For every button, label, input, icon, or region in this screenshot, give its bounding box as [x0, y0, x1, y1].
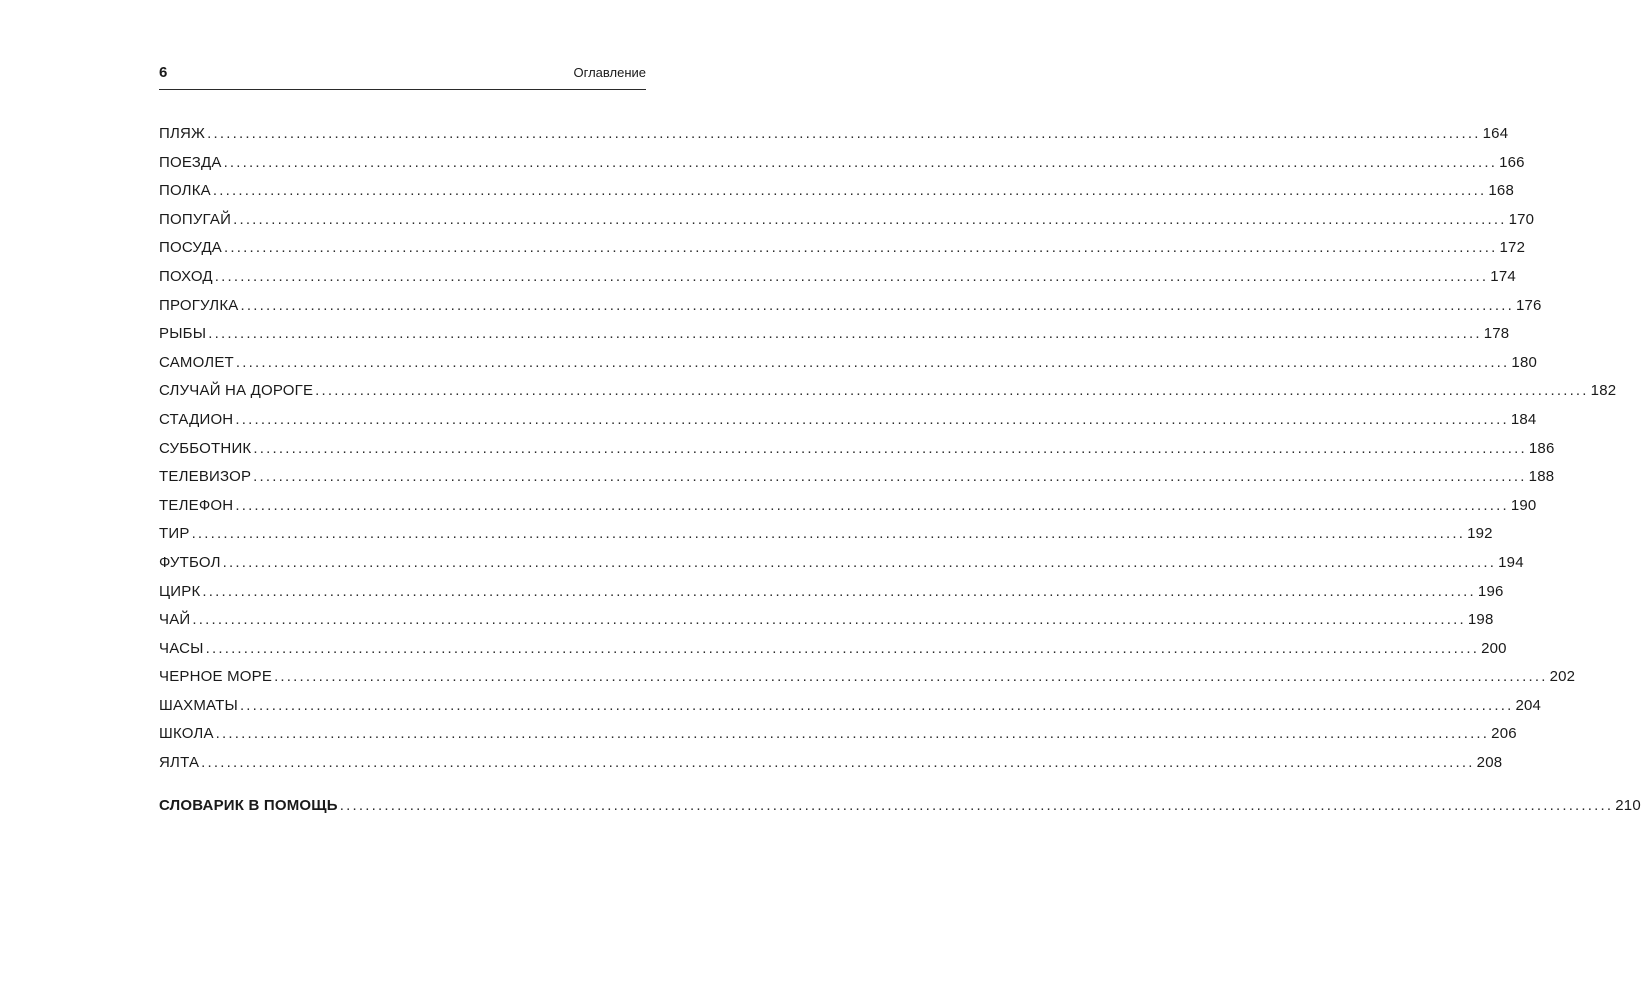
dot-leader: ........................................................................................................................................................................................................	[208, 325, 1482, 343]
toc-entry-title: ПОСУДА	[159, 239, 223, 257]
toc-entry-page: 184	[1510, 410, 1537, 428]
toc-entry-title: ШАХМАТЫ	[159, 696, 238, 714]
dot-leader: ........................................................................................................................................................................................................	[274, 668, 1548, 686]
toc-entry	[159, 492, 1537, 521]
toc-entry	[159, 177, 1515, 206]
toc-entry	[159, 206, 1535, 235]
toc-entry	[159, 463, 1555, 492]
toc-entry-title: САМОЛЕТ	[159, 353, 234, 371]
dot-leader: ........................................................................................................................................................................................................	[315, 382, 1589, 400]
toc-entry-page: 192	[1467, 525, 1493, 543]
toc-entry	[159, 377, 1617, 406]
toc-entry	[159, 349, 1538, 378]
toc-entry-title: ЧАЙ	[159, 611, 191, 629]
dot-leader: ........................................................................................................................................................................................................	[235, 353, 1510, 371]
dot-leader: ........................................................................................................................................................................................................	[223, 153, 1498, 171]
dot-leader: ........................................................................................................................................................................................................	[239, 696, 1514, 714]
toc-entry	[159, 578, 1504, 607]
toc-entry-page: 174	[1490, 267, 1516, 285]
toc-entry-page: 204	[1515, 696, 1542, 714]
toc-entry-page: 188	[1528, 468, 1555, 486]
toc-entry	[159, 234, 1526, 263]
section-title: Оглавление	[573, 65, 646, 80]
toc-entry-title: СТАДИОН	[159, 410, 234, 428]
dot-leader: ........................................................................................................................................................................................................	[215, 725, 1490, 743]
dot-leader: ........................................................................................................................................................................................................	[205, 639, 1480, 657]
toc-entry	[159, 406, 1537, 435]
dot-leader: ........................................................................................................................................................................................................	[222, 553, 1497, 571]
toc-entry	[159, 692, 1542, 721]
appendix-section	[159, 792, 1641, 821]
toc-entry-page: 172	[1499, 239, 1526, 257]
toc-entry-page: 178	[1483, 325, 1510, 343]
toc-entry-page: 198	[1467, 611, 1494, 629]
toc-entry-title: ПОЕЗДА	[159, 153, 222, 171]
dot-leader: ........................................................................................................................................................................................................	[214, 267, 1489, 285]
toc-entry-page: 200	[1481, 639, 1507, 657]
toc-entry-title: ФУТБОЛ	[159, 553, 221, 571]
toc-entry-title: ЧЕРНОЕ МОРЕ	[159, 668, 273, 686]
toc-entry-title: ЦИРК	[159, 582, 201, 600]
dot-leader: ........................................................................................................................................................................................................	[212, 182, 1487, 200]
toc-entry-title: ПОХОД	[159, 267, 213, 285]
toc-entry	[159, 435, 1555, 464]
toc-entry-page: 166	[1499, 153, 1525, 171]
toc-entry	[159, 320, 1510, 349]
toc-entry-page: 202	[1549, 668, 1576, 686]
table-of-contents	[159, 120, 1617, 778]
dot-leader: ........................................................................................................................................................................................................	[224, 239, 1498, 257]
running-header	[159, 62, 646, 90]
dot-leader: ........................................................................................................................................................................................................	[233, 210, 1507, 228]
toc-entry-title: ПОЛКА	[159, 182, 211, 200]
page-number: 6	[159, 64, 168, 81]
toc-entry-title: ПЛЯЖ	[159, 125, 206, 142]
dot-leader: ........................................................................................................................................................................................................	[253, 468, 1527, 486]
toc-entry-title: ШКОЛА	[159, 725, 214, 743]
dot-leader: ........................................................................................................................................................................................................	[207, 125, 1481, 142]
toc-entry-page: 168	[1488, 182, 1515, 200]
toc-entry-page: 206	[1491, 725, 1517, 743]
toc-entry-title: ЧАСЫ	[159, 639, 204, 657]
toc-entry-title: ПОПУГАЙ	[159, 210, 232, 228]
dot-leader: ........................................................................................................................................................................................................	[235, 410, 1509, 428]
toc-entry	[159, 635, 1507, 664]
toc-entry	[159, 549, 1524, 578]
toc-entry-page: 208	[1476, 754, 1503, 772]
toc-entry-title: ТИР	[159, 525, 190, 543]
toc-entry-page: 186	[1528, 439, 1555, 457]
dot-leader: ........................................................................................................................................................................................................	[191, 525, 1466, 543]
dot-leader: ........................................................................................................................................................................................................	[240, 296, 1514, 314]
toc-entry-page: 194	[1498, 553, 1524, 571]
toc-entry-page: 180	[1511, 353, 1538, 371]
dot-leader: ........................................................................................................................................................................................................	[339, 797, 1614, 814]
toc-entry-page: 164	[1482, 125, 1509, 142]
toc-entry	[159, 606, 1494, 635]
toc-entry	[159, 663, 1576, 692]
toc-entry	[159, 720, 1517, 749]
toc-entry-title: ПРОГУЛКА	[159, 296, 239, 314]
toc-entry	[159, 149, 1525, 178]
toc-entry-appendix	[159, 792, 1641, 821]
toc-entry-page: 182	[1590, 382, 1617, 400]
toc-entry-title: ЯЛТА	[159, 754, 200, 772]
toc-entry-title: РЫБЫ	[159, 325, 207, 343]
toc-entry-title: СЛУЧАЙ НА ДОРОГЕ	[159, 382, 314, 400]
toc-entry-page: 196	[1477, 582, 1504, 600]
dot-leader: ........................................................................................................................................................................................................	[201, 754, 1475, 772]
toc-entry-page: 176	[1515, 296, 1542, 314]
toc-entry	[159, 520, 1493, 549]
dot-leader: ........................................................................................................................................................................................................	[202, 582, 1476, 600]
toc-entry-page: 190	[1510, 496, 1537, 514]
toc-entry	[159, 120, 1509, 149]
toc-entry-title: СУББОТНИК	[159, 439, 252, 457]
toc-entry-page: 170	[1508, 210, 1535, 228]
toc-entry-page: 210	[1615, 797, 1641, 814]
toc-entry-title: СЛОВАРИК В ПОМОЩЬ	[159, 797, 338, 814]
dot-leader: ........................................................................................................................................................................................................	[235, 496, 1509, 514]
toc-entry	[159, 749, 1503, 778]
dot-leader: ........................................................................................................................................................................................................	[253, 439, 1527, 457]
toc-entry	[159, 292, 1542, 321]
toc-entry-title: ТЕЛЕВИЗОР	[159, 468, 252, 486]
toc-entry-title: ТЕЛЕФОН	[159, 496, 234, 514]
dot-leader: ........................................................................................................................................................................................................	[192, 611, 1466, 629]
toc-entry	[159, 263, 1516, 292]
